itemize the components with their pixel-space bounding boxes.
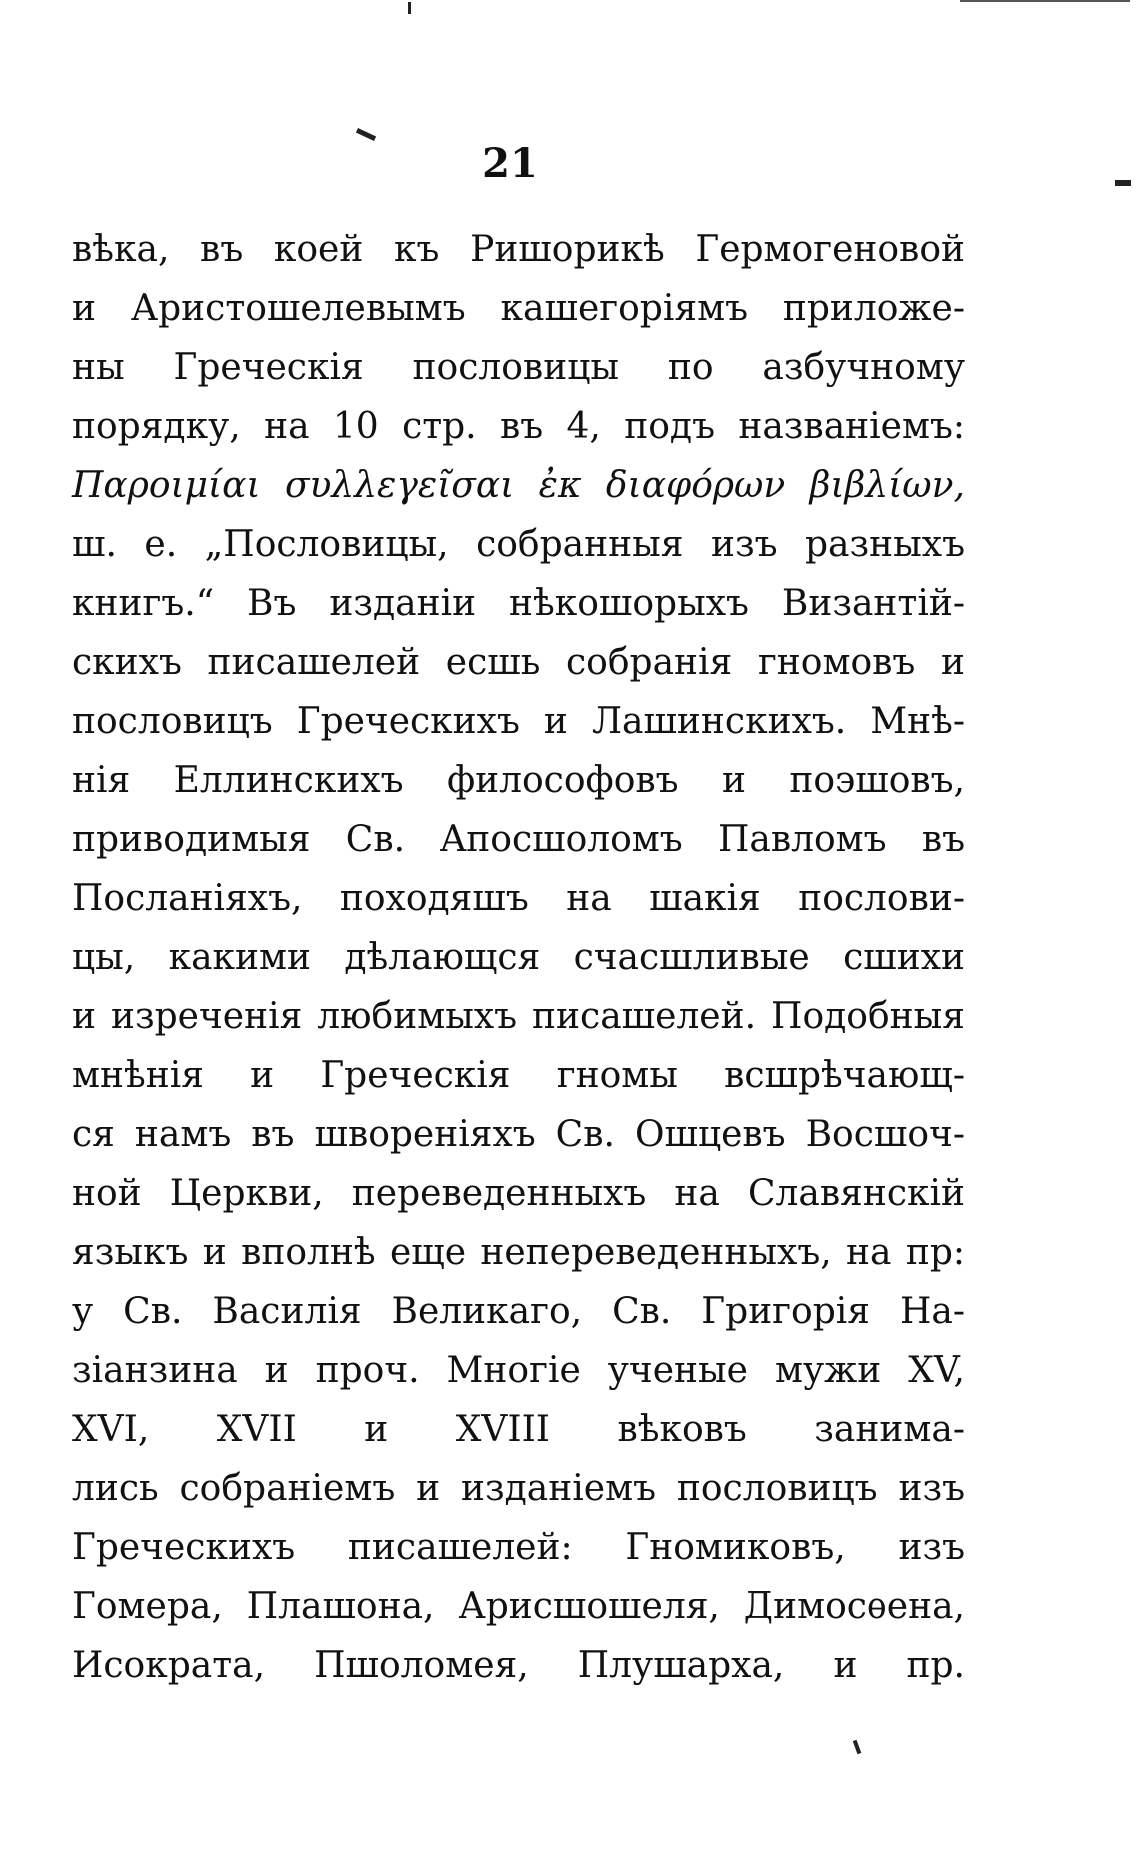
ink-dash — [1115, 180, 1131, 186]
text-line-14: и изреченія любимыхъ писашелей. Подобныя — [72, 996, 965, 1037]
text-line-10: нія Еллинскихъ философовъ и поэшовъ, — [72, 760, 965, 801]
text-line-23: Греческихъ писашелей: Гномиковъ, изъ — [72, 1527, 965, 1568]
text-line-25: Исократа, Пшоломея, Плушарха, и пр. — [72, 1645, 965, 1686]
text-line-8: скихъ писашелей есшь собранія гномовъ и — [72, 642, 965, 683]
text-line-15: мнѣнія и Греческія гномы всшрѣчающ- — [72, 1055, 965, 1096]
text-line-2: и Аристошелевымъ кашегоріямъ приложе- — [72, 288, 965, 329]
text-line-9: пословицъ Греческихъ и Лашинскихъ. Мнѣ- — [72, 701, 965, 742]
text-line-20: зіанзина и проч. Многіе ученые мужи XV, — [72, 1350, 965, 1391]
text-line-7: книгъ.“ Въ изданіи нѣкошорыхъ Византій- — [72, 583, 965, 624]
text-line-1: вѣка, въ коей къ Ришорикѣ Гермогеновой — [72, 229, 965, 270]
body-text — [72, 220, 965, 1695]
text-line-11: приводимыя Св. Aпосшоломъ Павломъ въ — [72, 819, 965, 860]
greek-title-line: Παροιμίαι συλλεγεῖσαι ἐκ διαφόρων βιβλίων, — [72, 465, 965, 506]
text-line-3: ны Греческія пословицы по азбучному — [72, 347, 965, 388]
scan-edge-mark — [960, 0, 1130, 2]
text-line-4: порядку, на 10 стр. въ 4, подъ названіемъ: — [72, 406, 965, 447]
scan-speck — [408, 2, 411, 14]
text-line-24: Гомера, Плашона, Арисшошеля, Димосѳена, — [72, 1586, 965, 1627]
text-line-22: лись собраніемъ и изданіемъ пословицъ изъ — [72, 1468, 965, 1509]
ink-speck — [853, 1740, 862, 1755]
text-line-6: ш. е. „Пословицы, собранныя изъ разныхъ — [72, 524, 965, 565]
text-line-12: Посланіяхъ, походяшъ на шакія послови- — [72, 878, 965, 919]
text-line-13: цы, какими дѣлающся счасшливые сшихи — [72, 937, 965, 978]
text-line-19: у Св. Василія Великаго, Св. Григорія На- — [72, 1291, 965, 1332]
text-line-17: ной Церкви, переведенныхъ на Славянскій — [72, 1173, 965, 1214]
text-line-16: ся намъ въ швореніяхъ Св. Ошцевъ Восшоч- — [72, 1114, 965, 1155]
text-line-18: языкъ и вполнѣ еще непереведенныхъ, на пр: — [72, 1232, 965, 1273]
page-number: 21 — [482, 140, 538, 187]
ink-blot — [356, 128, 376, 141]
text-line-21: XVI, XVII и XVIII вѣковъ занима- — [72, 1409, 965, 1450]
